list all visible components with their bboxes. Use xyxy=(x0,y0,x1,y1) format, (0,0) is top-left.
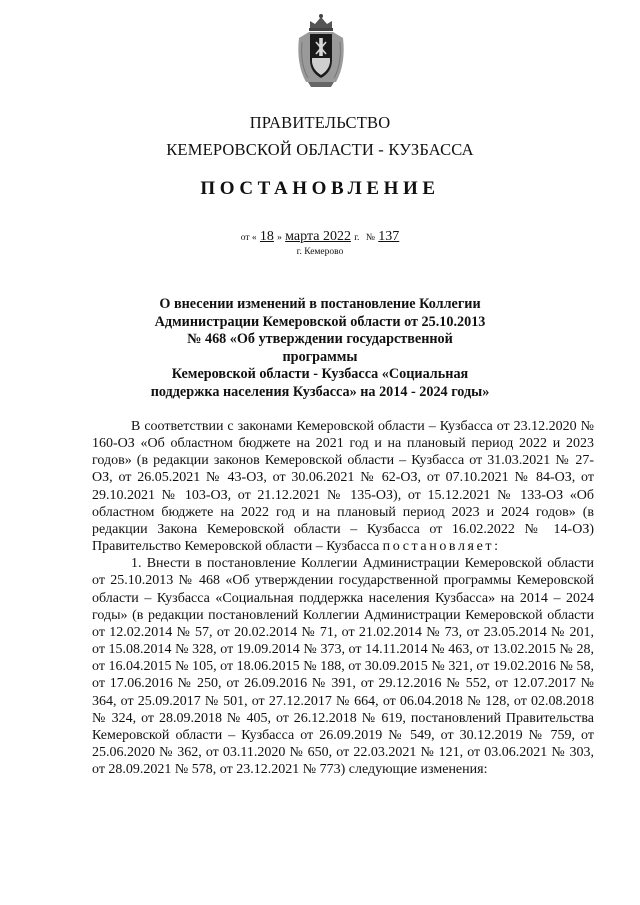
title-line: Кемеровской области - Кузбасса «Социальная xyxy=(171,366,469,383)
date-number-line xyxy=(0,228,640,245)
government-name-line1: ПРАВИТЕЛЬСТВО xyxy=(249,113,391,132)
preamble-paragraph xyxy=(92,418,594,555)
date-year-suffix: г. xyxy=(354,233,360,243)
document-type-heading: ПОСТАНОВЛЕНИЕ xyxy=(200,178,440,199)
preamble-text: В соответствии с законами Кемеровской области – Кузбасса от 23.12.2020 № 160-ОЗ «Об областном бюджете на 2021 год и на плановый период 2022 и 2023 годов» (в редакции законов Кемеровской области – Кузбасса от 31.03.2021 № 27-ОЗ, от 26.05.2021 № 43-ОЗ, от 30.06.2021 № 62-ОЗ, от 07.10.2021 № 84-ОЗ, от 29.10.2021 № 103-ОЗ, от 21.12.2021 № 135-ОЗ), от 15.12.2021 № 133-ОЗ «Об областном бюджете на 2022 год и на плановый период 2023 и 2024 годов» (в редакции Закона Кемеровской области – Кузбасса от 16.02.2022 № 14-ОЗ) Правительство Кемеровской области – Кузбасса xyxy=(92,419,594,555)
government-name-line2: КЕМЕРОВСКОЙ ОБЛАСТИ - КУЗБАССА xyxy=(166,140,474,159)
number-sign: № xyxy=(365,233,375,243)
title-line: Администрации Кемеровской области от 25.10.2013 xyxy=(154,313,486,330)
document-body xyxy=(92,418,594,778)
date-prefix: от « xyxy=(240,233,257,243)
date-day: 18 xyxy=(259,229,274,244)
resolves-word: постановляет xyxy=(382,539,495,555)
document-title xyxy=(150,296,490,402)
title-line: О внесении изменений в постановление Коллегии xyxy=(159,296,481,312)
clause-1-paragraph: 1. Внести в постановление Коллегии Администрации Кемеровской области от 25.10.2013 № 468 «Об утверждении государственной программы Кемеровской области – Кузбасса «Социальная поддержка населения Кузбасса» на 2014 – 2024 годы» (в редакции постановлений Коллегии Администрации Кемеровской области от 12.02.2014 № 57, от 20.02.2014 № 71, от 21.02.2014 № 73, от 23.05.2014 № 201, от 15.08.2014 № 328, от 19.09.2014 № 373, от 14.11.2014 № 463, от 13.02.2015 № 28, от 16.04.2015 № 105, от 18.06.2015 № 188, от 30.09.2015 № 321, от 19.02.2016 № 58, от 17.06.2016 № 250, от 26.09.2016 № 391, от 29.12.2016 № 552, от 12.07.2017 № 364, от 25.09.2017 № 501, от 27.12.2017 № 664, от 06.04.2018 № 128, от 02.08.2018 № 324, от 28.09.2018 № 405, от 26.12.2018 № 619, постановлений Правительства Кемеровской области – Кузбасса от 26.09.2019 № 549, от 30.12.2019 № 759, от 25.06.2020 № 362, от 03.11.2020 № 650, от 22.03.2021 № 121, от 03.06.2021 № 303, от 28.09.2021 № 578, от 23.12.2021 № 773) следующие изменения: xyxy=(92,556,594,778)
document-number: 137 xyxy=(378,229,400,244)
preamble-end: : xyxy=(494,539,498,555)
title-line: поддержка населения Кузбасса» на 2014 - 2024 годы» xyxy=(150,383,490,400)
date-month-year: марта 2022 xyxy=(285,229,351,244)
date-mid: » xyxy=(277,233,282,243)
city-label: г. Кемерово xyxy=(296,247,344,257)
coat-of-arms-icon xyxy=(296,12,346,88)
title-line: № 468 «Об утверждении государственной программы xyxy=(187,331,453,365)
